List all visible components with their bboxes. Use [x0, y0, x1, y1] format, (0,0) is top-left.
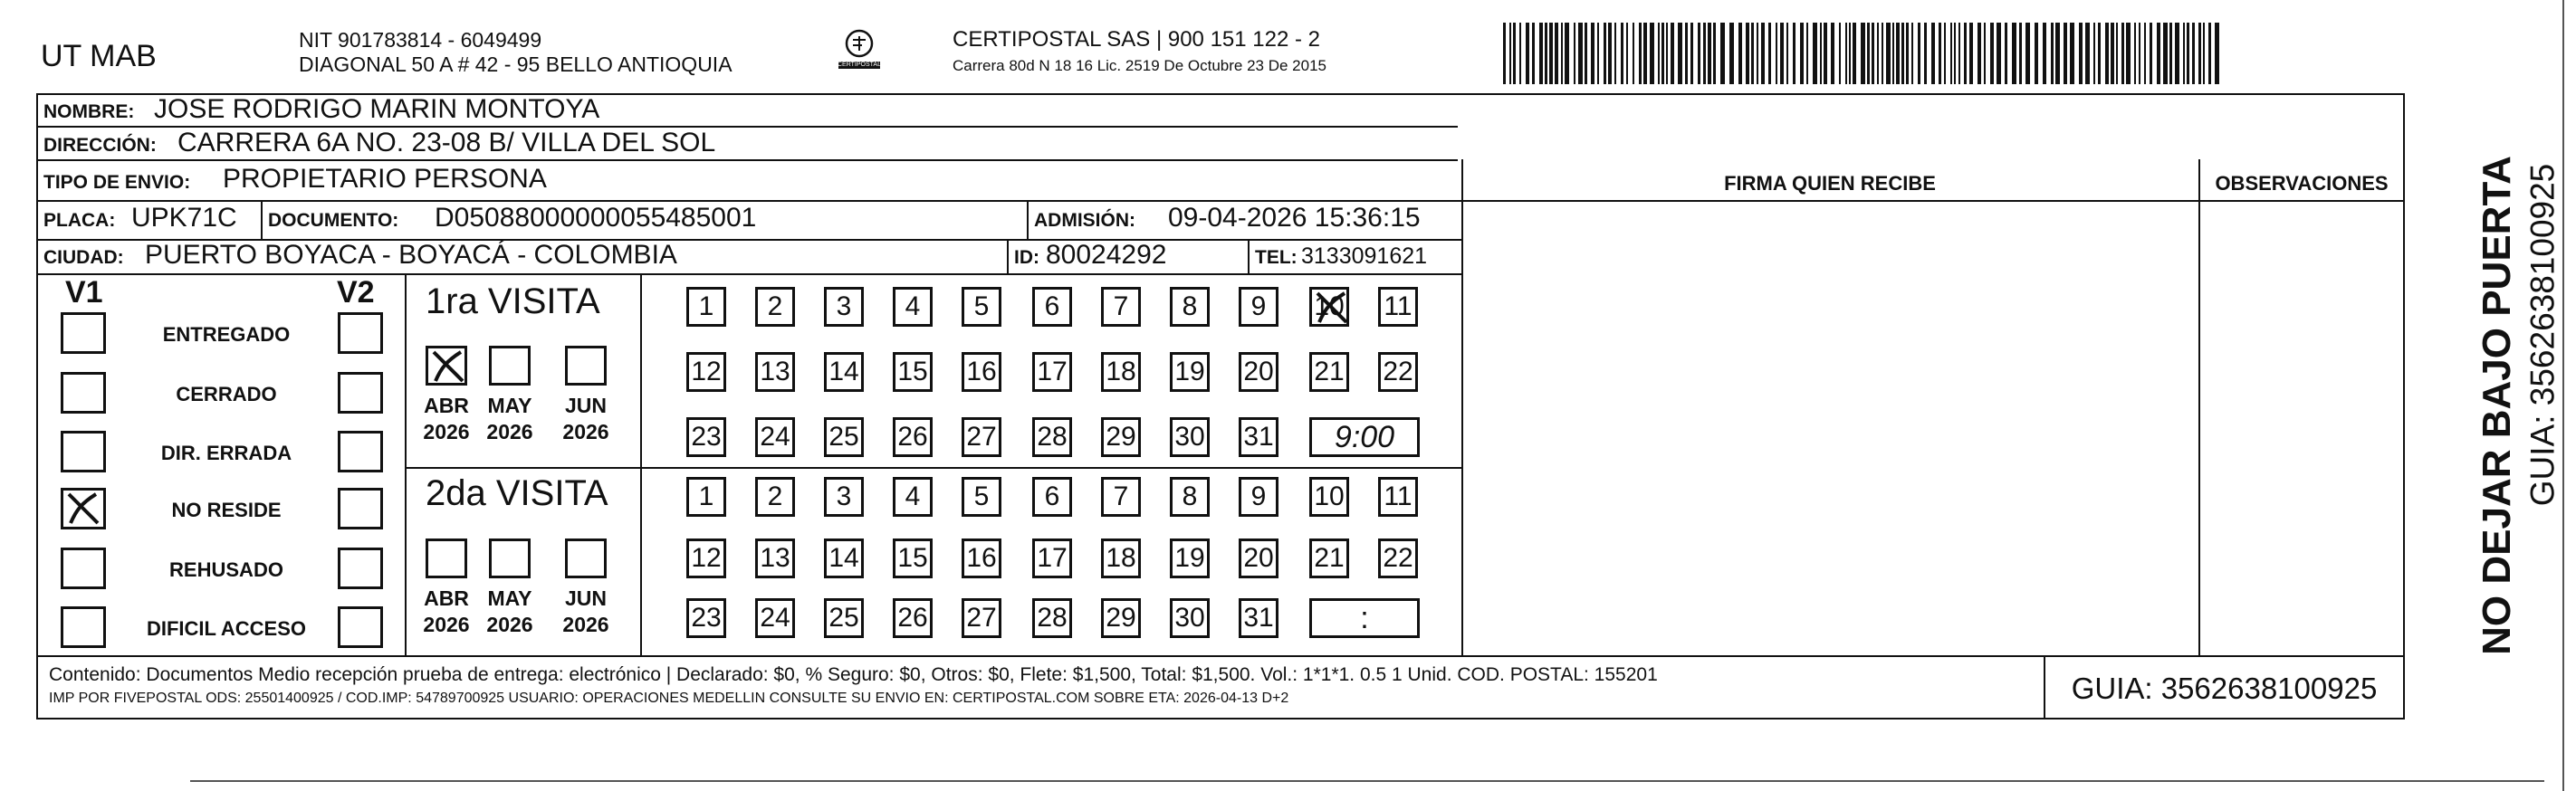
v1-checkbox[interactable] — [61, 372, 106, 414]
barcode-bar — [2064, 23, 2067, 84]
company-address: DIAGONAL 50 A # 42 - 95 BELLO ANTIOQUIA — [299, 52, 733, 76]
barcode-bar — [2139, 23, 2140, 84]
day-box[interactable]: 10 — [1309, 477, 1349, 517]
plate-label: PLACA: — [43, 210, 116, 231]
day-box[interactable]: 10 — [1309, 287, 1349, 327]
barcode-bar — [1950, 23, 1952, 84]
barcode-bar — [1896, 23, 1900, 84]
month-year: 2026 — [486, 419, 533, 443]
barcode-bar — [1513, 23, 1516, 84]
barcode-bar — [1757, 23, 1758, 84]
barcode — [1503, 23, 2227, 84]
day-box[interactable]: 8 — [1170, 477, 1210, 517]
day-box[interactable]: 19 — [1170, 352, 1210, 392]
day-box[interactable]: 9 — [1239, 287, 1278, 327]
city-label: CIUDAD: — [43, 247, 124, 268]
status-label: REHUSADO — [169, 558, 283, 581]
month-label — [418, 586, 474, 638]
barcode-bar — [1839, 23, 1841, 84]
day-box[interactable]: 1 — [686, 287, 726, 327]
day-box[interactable]: 25 — [824, 598, 864, 638]
barcode-bar — [1924, 23, 1927, 84]
shipment-type: PROPIETARIO PERSONA — [223, 164, 547, 194]
v1-checkbox[interactable] — [61, 548, 106, 589]
barcode-bar — [1906, 23, 1909, 84]
barcode-bar — [1561, 23, 1563, 84]
barcode-bar — [1519, 23, 1521, 84]
barcode-bar — [1892, 23, 1894, 84]
document-value: D05088000000055485001 — [435, 203, 757, 233]
v1-label: V1 — [65, 275, 103, 310]
barcode-bar — [1882, 23, 1883, 84]
day-box[interactable]: 22 — [1378, 352, 1418, 392]
document-label: DOCUMENTO: — [268, 210, 399, 231]
x-mark-icon — [63, 491, 103, 527]
month-name: JUN — [564, 586, 607, 610]
barcode-bar — [1824, 23, 1827, 84]
month-label — [482, 586, 538, 638]
id-label: ID: — [1014, 247, 1039, 268]
plate-value: UPK71C — [131, 203, 237, 233]
barcode-bar — [1597, 23, 1599, 84]
day-box[interactable]: 20 — [1239, 538, 1278, 578]
second-visit-title: 2da VISITA — [426, 473, 608, 513]
barcode-bar — [2203, 23, 2205, 84]
carrier-name: CERTIPOSTAL SAS | 900 151 122 - 2 — [953, 27, 1320, 52]
status-label: NO RESIDE — [171, 499, 282, 521]
first-visit-title: 1ra VISITA — [426, 281, 600, 321]
day-box[interactable]: 31 — [1239, 417, 1278, 457]
barcode-bar — [1761, 23, 1765, 84]
barcode-bar — [2175, 23, 2179, 84]
day-box[interactable]: 27 — [962, 417, 1001, 457]
barcode-bar — [2055, 23, 2060, 84]
day-box[interactable]: 27 — [962, 598, 1001, 638]
v2-checkbox[interactable] — [338, 488, 383, 529]
barcode-bar — [2079, 23, 2083, 84]
day-box[interactable]: 8 — [1170, 287, 1210, 327]
day-box[interactable]: 13 — [755, 352, 795, 392]
day-box[interactable]: 4 — [893, 477, 933, 517]
day-box[interactable]: 11 — [1378, 477, 1418, 517]
barcode-bar — [1776, 23, 1777, 84]
barcode-bar — [1977, 23, 1981, 84]
barcode-bar — [1643, 23, 1647, 84]
day-box[interactable]: 29 — [1101, 598, 1141, 638]
barcode-bar — [1867, 23, 1870, 84]
barcode-bar — [2116, 23, 2118, 84]
footer-guia: GUIA: 3562638100925 — [2071, 672, 2378, 705]
company-nit: NIT 901783814 - 6049499 — [299, 28, 542, 52]
barcode-bar — [1509, 23, 1511, 84]
day-box[interactable]: 19 — [1170, 538, 1210, 578]
barcode-bar — [1931, 23, 1935, 84]
name-label: NOMBRE: — [43, 101, 135, 122]
v2-label: V2 — [337, 275, 375, 310]
barcode-bar — [1861, 23, 1865, 84]
barcode-bar — [1729, 23, 1734, 84]
month-name: ABR — [424, 394, 469, 417]
status-label: DIFICIL ACCESO — [146, 617, 306, 640]
day-box[interactable]: 3 — [824, 477, 864, 517]
barcode-bar — [1621, 23, 1623, 84]
v2-checkbox[interactable] — [338, 606, 383, 648]
barcode-bar — [1698, 23, 1700, 84]
barcode-bar — [1911, 23, 1913, 84]
day-box[interactable]: 26 — [893, 598, 933, 638]
day-box[interactable]: 16 — [962, 538, 1001, 578]
barcode-bar — [1746, 23, 1749, 84]
certipostal-logo — [833, 25, 886, 78]
day-box[interactable]: 22 — [1378, 538, 1418, 578]
day-box[interactable]: 23 — [686, 598, 726, 638]
barcode-bar — [2043, 23, 2046, 84]
footer-print-info: IMP POR FIVEPOSTAL ODS: 25501400925 / COD.IMP: 54789700925 USUARIO: OPERACIONES MEDELLIN CONSULTE SU ENVIO EN: CERTIPOSTAL.COM SOBRE ETA: 2026-04-13 D+2 — [49, 691, 1289, 706]
time-box[interactable]: 9:00 — [1309, 417, 1420, 457]
barcode-bar — [1954, 23, 1956, 84]
barcode-bar — [1780, 23, 1784, 84]
barcode-bar — [1639, 23, 1642, 84]
barcode-bar — [1720, 23, 1725, 84]
recipient-name: JOSE RODRIGO MARIN MONTOYA — [154, 94, 600, 124]
barcode-bar — [1578, 23, 1583, 84]
barcode-bar — [1614, 23, 1616, 84]
admission-label: ADMISIÓN: — [1034, 210, 1135, 231]
barcode-bar — [1997, 23, 2001, 84]
side-guia: GUIA: 3562638100925 — [2523, 163, 2562, 507]
barcode-bar — [2150, 23, 2152, 84]
barcode-bar — [2208, 23, 2211, 84]
barcode-bar — [2051, 23, 2054, 84]
barcode-bar — [2198, 23, 2201, 84]
barcode-bar — [1604, 23, 1606, 84]
company-name: UT MAB — [41, 39, 157, 73]
day-box[interactable]: 3 — [824, 287, 864, 327]
barcode-bar — [1984, 23, 1986, 84]
barcode-bar — [1820, 23, 1822, 84]
barcode-bar — [1944, 23, 1946, 84]
barcode-bar — [2163, 23, 2168, 84]
barcode-bar — [1806, 23, 1808, 84]
month-checkbox[interactable] — [426, 538, 467, 578]
barcode-bar — [1958, 23, 1960, 84]
barcode-bar — [2111, 23, 2114, 84]
day-box[interactable]: 26 — [893, 417, 933, 457]
day-box[interactable]: 28 — [1032, 598, 1072, 638]
day-box[interactable]: 25 — [824, 417, 864, 457]
barcode-bar — [1661, 23, 1664, 84]
x-mark-icon — [1312, 290, 1352, 326]
cut-line — [190, 780, 2544, 782]
barcode-bar — [1526, 23, 1529, 84]
day-box[interactable]: 1 — [686, 477, 726, 517]
v1-checkbox[interactable] — [61, 312, 106, 354]
barcode-bar — [2012, 23, 2016, 84]
day-box[interactable]: 7 — [1101, 477, 1141, 517]
barcode-bar — [1751, 23, 1754, 84]
day-box[interactable]: 18 — [1101, 352, 1141, 392]
tel-value: 3133091621 — [1301, 243, 1428, 269]
day-box[interactable]: 17 — [1032, 352, 1072, 392]
barcode-bar — [2070, 23, 2074, 84]
status-label: ENTREGADO — [162, 323, 291, 346]
day-box[interactable]: 18 — [1101, 538, 1141, 578]
day-box[interactable]: 23 — [686, 417, 726, 457]
day-box[interactable]: 13 — [755, 538, 795, 578]
day-box[interactable]: 17 — [1032, 538, 1072, 578]
day-box[interactable]: 21 — [1309, 352, 1349, 392]
barcode-bar — [2085, 23, 2090, 84]
barcode-bar — [1565, 23, 1569, 84]
month-year: 2026 — [423, 612, 470, 636]
barcode-bar — [2126, 23, 2131, 84]
day-box[interactable]: 2 — [755, 287, 795, 327]
barcode-bar — [1708, 23, 1711, 84]
month-name: MAY — [487, 586, 532, 610]
day-box[interactable]: 24 — [755, 598, 795, 638]
day-box[interactable]: 28 — [1032, 417, 1072, 457]
id-value: 80024292 — [1046, 240, 1167, 270]
v1-checkbox[interactable] — [61, 488, 106, 529]
tel-label: TEL: — [1255, 247, 1298, 268]
barcode-bar — [2098, 23, 2101, 84]
barcode-bar — [1793, 23, 1796, 84]
barcode-bar — [2192, 23, 2195, 84]
day-box[interactable]: 24 — [755, 417, 795, 457]
barcode-bar — [2105, 23, 2109, 84]
day-box[interactable]: 6 — [1032, 477, 1072, 517]
month-checkbox[interactable] — [565, 346, 607, 386]
day-box[interactable]: 30 — [1170, 598, 1210, 638]
barcode-bar — [1503, 23, 1506, 84]
type-label: TIPO DE ENVIO: — [43, 172, 191, 193]
v2-checkbox[interactable] — [338, 431, 383, 472]
month-checkbox[interactable] — [426, 346, 467, 386]
barcode-bar — [1969, 23, 1973, 84]
day-box[interactable]: 7 — [1101, 287, 1141, 327]
barcode-bar — [2093, 23, 2095, 84]
day-box[interactable]: 9 — [1239, 477, 1278, 517]
right-edge — [2562, 0, 2564, 791]
barcode-bar — [1939, 23, 1941, 84]
day-box[interactable]: 16 — [962, 352, 1001, 392]
barcode-bar — [2134, 23, 2136, 84]
day-box[interactable]: 29 — [1101, 417, 1141, 457]
month-checkbox[interactable] — [489, 538, 531, 578]
x-mark-icon — [428, 348, 468, 385]
v1-checkbox[interactable] — [61, 431, 106, 472]
v2-checkbox[interactable] — [338, 372, 383, 414]
month-year: 2026 — [486, 612, 533, 636]
barcode-bar — [2144, 23, 2146, 84]
barcode-bar — [1545, 23, 1547, 84]
v2-checkbox[interactable] — [338, 548, 383, 589]
month-label — [558, 393, 614, 445]
day-box[interactable]: 30 — [1170, 417, 1210, 457]
barcode-bar — [1591, 23, 1594, 84]
barcode-bar — [1666, 23, 1668, 84]
barcode-bar — [1849, 23, 1851, 84]
barcode-bar — [1690, 23, 1693, 84]
barcode-bar — [1886, 23, 1891, 84]
barcode-bar — [1872, 23, 1874, 84]
barcode-bar — [1685, 23, 1688, 84]
month-name: ABR — [424, 586, 469, 610]
day-box[interactable]: 15 — [893, 352, 933, 392]
logo-icon — [833, 25, 886, 78]
barcode-bar — [1853, 23, 1856, 84]
barcode-bar — [1918, 23, 1920, 84]
month-checkbox[interactable] — [489, 346, 531, 386]
month-label — [482, 393, 538, 445]
month-label — [558, 586, 614, 638]
day-box[interactable]: 21 — [1309, 538, 1349, 578]
day-box[interactable]: 14 — [824, 538, 864, 578]
barcode-bar — [2035, 23, 2038, 84]
month-year: 2026 — [423, 419, 470, 443]
barcode-bar — [1626, 23, 1628, 84]
barcode-bar — [2121, 23, 2124, 84]
barcode-bar — [1549, 23, 1553, 84]
month-label — [418, 393, 474, 445]
city-value: PUERTO BOYACA - BOYACÁ - COLOMBIA — [145, 240, 677, 270]
day-box[interactable]: 5 — [962, 477, 1001, 517]
time-box[interactable]: : — [1309, 598, 1420, 638]
day-box[interactable]: 20 — [1239, 352, 1278, 392]
v2-checkbox[interactable] — [338, 312, 383, 354]
logo-text: CERTIPOSTAL — [838, 62, 881, 68]
barcode-bar — [1768, 23, 1771, 84]
barcode-bar — [2187, 23, 2189, 84]
day-mark — [1312, 290, 1352, 333]
day-box[interactable]: 31 — [1239, 598, 1278, 638]
month-checkbox[interactable] — [565, 538, 607, 578]
barcode-bar — [1650, 23, 1654, 84]
v1-checkbox[interactable] — [61, 606, 106, 648]
day-box[interactable]: 4 — [893, 287, 933, 327]
barcode-bar — [1703, 23, 1706, 84]
admission-value: 09-04-2026 15:36:15 — [1168, 203, 1421, 233]
barcode-bar — [1532, 23, 1535, 84]
carrier-license: Carrera 80d N 18 16 Lic. 2519 De Octubre 23 De 2015 — [953, 57, 1326, 74]
day-box[interactable]: 12 — [686, 538, 726, 578]
day-box[interactable]: 14 — [824, 352, 864, 392]
day-box[interactable]: 5 — [962, 287, 1001, 327]
barcode-bar — [1738, 23, 1742, 84]
barcode-bar — [2157, 23, 2160, 84]
day-box[interactable]: 12 — [686, 352, 726, 392]
day-box[interactable]: 15 — [893, 538, 933, 578]
barcode-bar — [2183, 23, 2185, 84]
barcode-bar — [2025, 23, 2030, 84]
month-name: MAY — [487, 394, 532, 417]
barcode-bar — [1831, 23, 1834, 84]
barcode-bar — [1555, 23, 1558, 84]
address-label: DIRECCIÓN: — [43, 135, 157, 156]
day-box[interactable]: 2 — [755, 477, 795, 517]
status-label: DIR. ERRADA — [160, 442, 292, 464]
day-box[interactable]: 6 — [1032, 287, 1072, 327]
barcode-bar — [1574, 23, 1575, 84]
barcode-bar — [2215, 23, 2219, 84]
barcode-bar — [1678, 23, 1682, 84]
barcode-bar — [2019, 23, 2022, 84]
barcode-bar — [1786, 23, 1788, 84]
barcode-bar — [1990, 23, 1994, 84]
barcode-bar — [1658, 23, 1660, 84]
barcode-bar — [1671, 23, 1674, 84]
barcode-bar — [2005, 23, 2007, 84]
barcode-bars — [1503, 23, 2227, 84]
barcode-bar — [2169, 23, 2172, 84]
observations-header: OBSERVACIONES — [2215, 172, 2389, 195]
recipient-address: CARRERA 6A NO. 23-08 B/ VILLA DEL SOL — [177, 128, 716, 157]
barcode-bar — [1585, 23, 1587, 84]
barcode-bar — [1608, 23, 1612, 84]
footer-contents: Contenido: Documentos Medio recepción prueba de entrega: electrónico | Declarado: $0, % Seguro: $0, Otros: $0, Flete: $1,500, Total: $1,500. Vol.: 1*1*1. 0.5 1 Unid. COD. POSTAL: 155201 — [49, 664, 1658, 685]
barcode-bar — [1877, 23, 1879, 84]
barcode-bar — [1633, 23, 1634, 84]
barcode-bar — [1713, 23, 1716, 84]
barcode-bar — [1964, 23, 1967, 84]
barcode-bar — [1813, 23, 1817, 84]
barcode-bar — [1845, 23, 1847, 84]
barcode-bar — [1901, 23, 1904, 84]
barcode-bar — [1800, 23, 1804, 84]
month-name: JUN — [564, 394, 607, 417]
barcode-bar — [1539, 23, 1543, 84]
month-year: 2026 — [562, 612, 609, 636]
status-label: CERRADO — [176, 383, 277, 405]
side-warning: NO DEJAR BAJO PUERTA — [2475, 156, 2519, 655]
signature-header: FIRMA QUIEN RECIBE — [1724, 172, 1936, 195]
month-year: 2026 — [562, 419, 609, 443]
day-box[interactable]: 11 — [1378, 287, 1418, 327]
